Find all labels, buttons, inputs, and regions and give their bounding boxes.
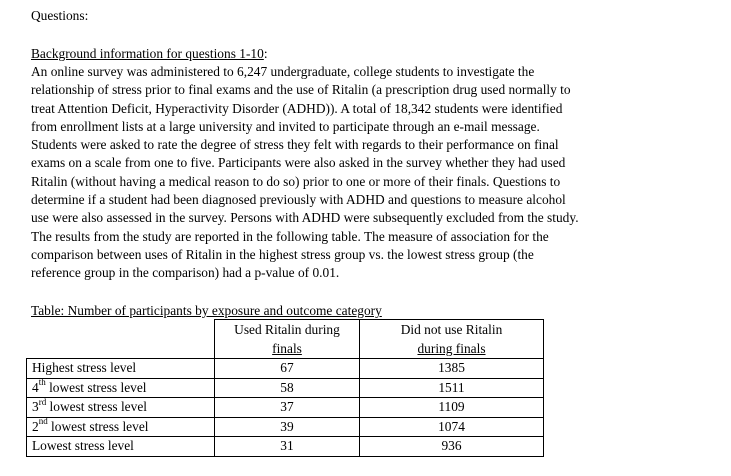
table-row	[27, 359, 544, 379]
paragraph-line: Students were asked to rate the degree of stress they felt with regards to their performance on final	[31, 137, 559, 153]
row-used-value: 39	[215, 417, 360, 437]
table-row	[27, 437, 544, 457]
row-label-text: Highest stress level	[32, 360, 137, 376]
table-header-not-used-ritalin	[360, 320, 544, 359]
row-used-value: 37	[215, 398, 360, 418]
header-used-line1: Used Ritalin during	[234, 322, 340, 337]
row-label-ordinal: rd	[38, 396, 47, 407]
table-caption-text: Table: Number of participants by exposure and outcome category	[31, 303, 382, 318]
header-used-line2: finals	[272, 341, 302, 356]
table-row	[27, 417, 544, 437]
header-not-used-line1: Did not use Ritalin	[400, 322, 503, 337]
row-label	[27, 398, 215, 418]
background-paragraph	[31, 63, 711, 283]
row-used-value: 31	[215, 437, 360, 457]
row-label	[27, 417, 215, 437]
row-used-value: 58	[215, 378, 360, 398]
row-label-text: lowest stress level	[46, 399, 147, 415]
background-heading	[31, 45, 268, 63]
paragraph-line: from enrollment lists at a large university and invited to participate through an e-mail message.	[31, 118, 540, 134]
paragraph-line: comparison between uses of Ritalin in the highest stress group vs. the lowest stress group (the	[31, 246, 534, 262]
row-label-number: 2	[32, 418, 39, 434]
background-heading-colon: :	[263, 46, 268, 61]
paragraph-line: treat Attention Deficit, Hyperactivity Disorder (ADHD)). A total of 18,342 students were identified	[31, 100, 563, 116]
row-not-used-value: 1385	[360, 359, 544, 379]
row-label-number: 3	[32, 399, 39, 415]
background-heading-text: Background information for questions 1-10	[31, 46, 264, 61]
table-caption	[31, 302, 382, 320]
row-label-ordinal: th	[38, 377, 46, 388]
row-not-used-value: 1109	[360, 398, 544, 418]
row-not-used-value: 1074	[360, 417, 544, 437]
row-label-text: Lowest stress level	[32, 438, 134, 454]
paragraph-line: exams on a scale from one to five. Participants were also asked in the survey whether they had used	[31, 155, 566, 171]
table-header-row	[27, 320, 544, 359]
table-header-used-ritalin	[215, 320, 360, 359]
row-label	[27, 359, 215, 379]
header-not-used-line2: during finals	[417, 341, 486, 356]
paragraph-line: use were also assessed in the survey. Persons with ADHD were subsequently excluded from the study.	[31, 210, 579, 226]
row-label	[27, 378, 215, 398]
row-label-ordinal: nd	[38, 416, 48, 427]
paragraph-line: relationship of stress prior to final exams and the use of Ritalin (a prescription drug used normally to	[31, 82, 571, 98]
row-used-value: 67	[215, 359, 360, 379]
paragraph-line: reference group in the comparison) had a p-value of 0.01.	[31, 265, 340, 281]
row-label-text: lowest stress level	[47, 418, 149, 434]
row-not-used-value: 1511	[360, 378, 544, 398]
paragraph-line: Ritalin (without having a medical reason to do so) prior to one or more of their finals. Questions to	[31, 173, 561, 189]
row-not-used-value: 936	[360, 437, 544, 457]
paragraph-line: The results from the study are reported in the following table. The measure of association for the	[31, 228, 549, 244]
table-header-empty	[27, 320, 215, 359]
questions-heading: Questions:	[31, 8, 89, 23]
paragraph-line: determine if a student had been diagnosed previously with ADHD and questions to measure alcohol	[31, 192, 566, 208]
row-label-text: lowest stress level	[45, 379, 147, 395]
table-row	[27, 398, 544, 418]
participants-table	[26, 319, 544, 457]
table-row	[27, 378, 544, 398]
paragraph-line: An online survey was administered to 6,247 undergraduate, college students to investigate the	[31, 64, 535, 79]
row-label-number: 4	[32, 379, 39, 395]
row-label	[27, 437, 215, 457]
